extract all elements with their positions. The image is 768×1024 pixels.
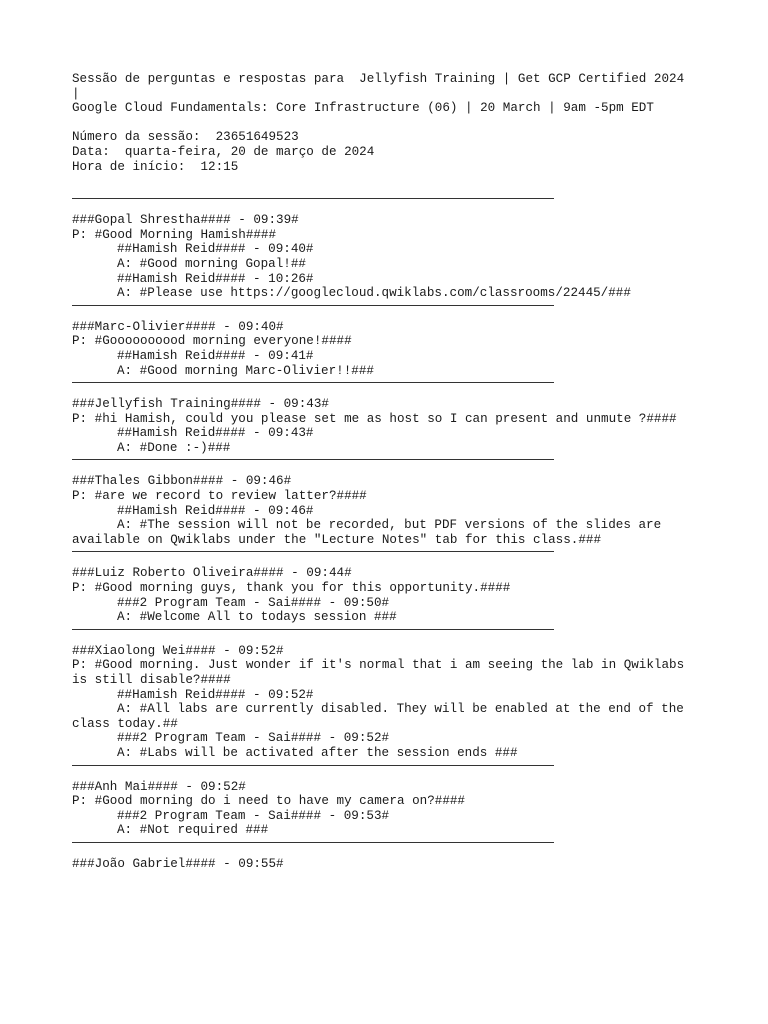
qa-entry bbox=[72, 320, 694, 378]
question-author: ###João Gabriel#### - 09:55# bbox=[72, 856, 284, 871]
answer-text: A: #Good morning Gopal!## bbox=[117, 256, 306, 271]
question-text: P: #Good morning do i need to have my camera on?#### bbox=[72, 794, 465, 809]
question-author: ###Marc-Olivier#### - 09:40# bbox=[72, 319, 284, 334]
answer-author: ##Hamish Reid#### - 09:43# bbox=[117, 426, 314, 441]
answer-author: ##Hamish Reid#### - 10:26# bbox=[117, 271, 314, 286]
separator-line bbox=[72, 765, 554, 766]
answer-text: A: #Good morning Marc-Olivier!!### bbox=[117, 363, 374, 378]
answer-text-continuation: class today.## bbox=[72, 716, 178, 731]
question-text: P: #are we record to review latter?#### bbox=[72, 489, 367, 504]
question-text: P: #Goooooooood morning everyone!#### bbox=[72, 334, 352, 349]
session-date: Data: quarta-feira, 20 de março de 2024 bbox=[72, 144, 375, 159]
answer-author: ###2 Program Team - Sai#### - 09:53# bbox=[117, 808, 390, 823]
separator-line bbox=[72, 629, 554, 630]
separator-line bbox=[72, 459, 554, 460]
question-author: ###Anh Mai#### - 09:52# bbox=[72, 779, 246, 794]
session-number: Número da sessão: 23651649523 bbox=[72, 130, 299, 145]
question-author: ###Xiaolong Wei#### - 09:52# bbox=[72, 643, 284, 658]
session-title-line-1: Sessão de perguntas e respostas para Jellyfish Training | Get GCP Certified 2024 | bbox=[72, 72, 692, 101]
question-text: P: #Good Morning Hamish#### bbox=[72, 227, 277, 242]
separator-line bbox=[72, 551, 554, 552]
question-text: P: #Good morning. Just wonder if it's normal that i am seeing the lab in Qwiklabs bbox=[72, 658, 685, 673]
answer-author: ###2 Program Team - Sai#### - 09:52# bbox=[117, 731, 390, 746]
answer-text: A: #All labs are currently disabled. They will be enabled at the end of the bbox=[117, 702, 684, 717]
answer-text: A: #Labs will be activated after the session ends ### bbox=[117, 745, 518, 760]
qa-entry bbox=[72, 213, 694, 301]
answer-author: ##Hamish Reid#### - 09:40# bbox=[117, 242, 314, 257]
qa-entry bbox=[72, 857, 694, 872]
separator-line bbox=[72, 305, 554, 306]
session-start-time: Hora de início: 12:15 bbox=[72, 159, 239, 174]
qa-entry bbox=[72, 780, 694, 838]
question-text: P: #hi Hamish, could you please set me as host so I can present and unmute ?#### bbox=[72, 411, 677, 426]
session-header bbox=[72, 72, 694, 174]
answer-text: A: #Done :-)### bbox=[117, 440, 231, 455]
answer-author: ##Hamish Reid#### - 09:52# bbox=[117, 687, 314, 702]
question-author: ###Luiz Roberto Oliveira#### - 09:44# bbox=[72, 566, 352, 581]
separator-line bbox=[72, 198, 554, 199]
question-author: ###Gopal Shrestha#### - 09:39# bbox=[72, 213, 299, 228]
answer-text-continuation: available on Qwiklabs under the "Lecture Notes" tab for this class.### bbox=[72, 532, 602, 547]
answer-author: ##Hamish Reid#### - 09:46# bbox=[117, 503, 314, 518]
question-text-continuation: is still disable?#### bbox=[72, 673, 231, 687]
document-content bbox=[72, 72, 694, 872]
answer-author: ###2 Program Team - Sai#### - 09:50# bbox=[117, 595, 390, 610]
separator-line bbox=[72, 382, 554, 383]
answer-text: A: #The session will not be recorded, but PDF versions of the slides are bbox=[117, 518, 662, 533]
session-title-line-2: Google Cloud Fundamentals: Core Infrastructure (06) | 20 March | 9am -5pm EDT bbox=[72, 101, 654, 116]
answer-text: A: #Welcome All to todays session ### bbox=[117, 610, 397, 625]
qa-entry bbox=[72, 397, 694, 455]
question-author: ###Thales Gibbon#### - 09:46# bbox=[72, 474, 292, 489]
answer-author: ##Hamish Reid#### - 09:41# bbox=[117, 348, 314, 363]
answer-text: A: #Please use https://googlecloud.qwiklabs.com/classrooms/22445/### bbox=[117, 286, 631, 301]
qa-entry bbox=[72, 644, 694, 761]
question-text: P: #Good morning guys, thank you for this opportunity.#### bbox=[72, 581, 511, 596]
question-author: ###Jellyfish Training#### - 09:43# bbox=[72, 397, 329, 412]
separator-line bbox=[72, 842, 554, 843]
qa-entry bbox=[72, 474, 694, 547]
qa-entry bbox=[72, 566, 694, 624]
qa-list bbox=[72, 213, 694, 871]
answer-text: A: #Not required ### bbox=[117, 823, 269, 838]
